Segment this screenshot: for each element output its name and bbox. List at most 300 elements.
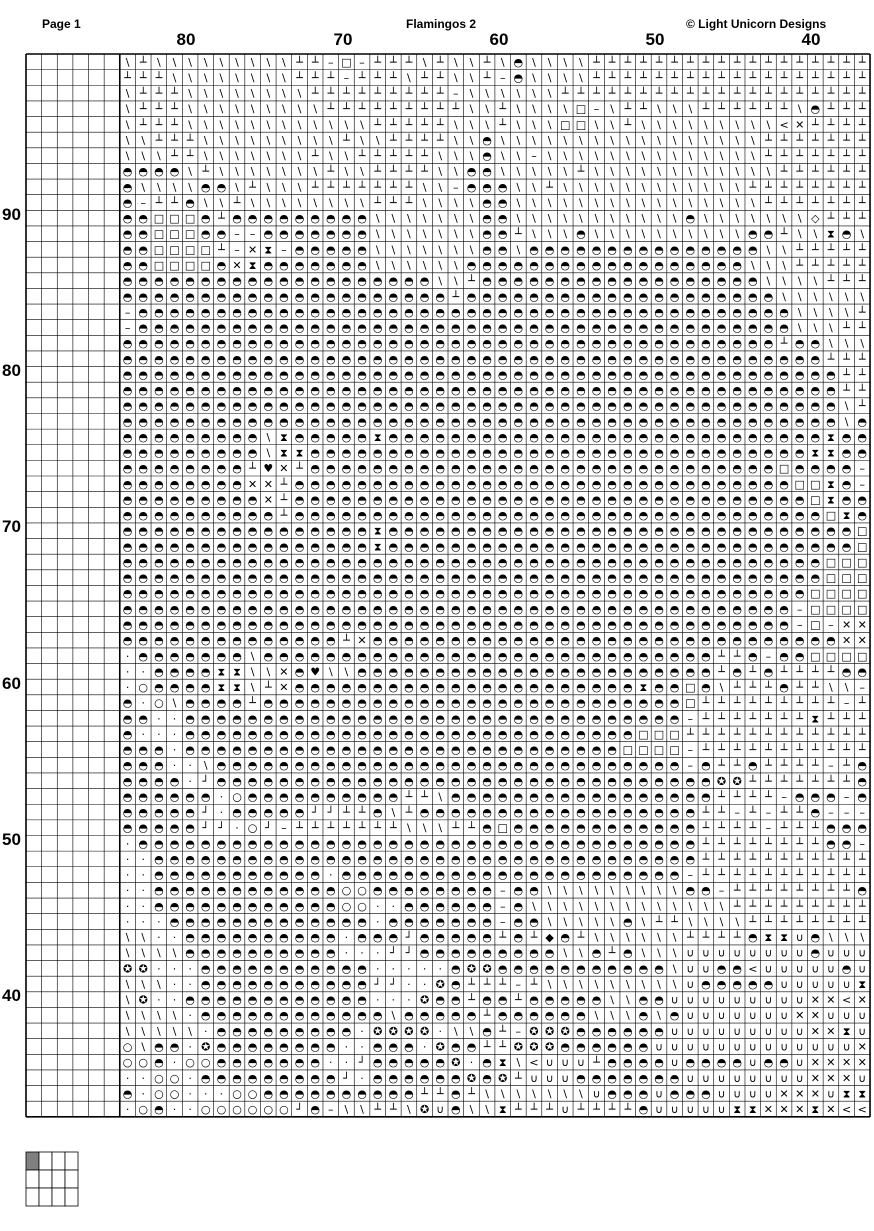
stitch-symbol: ◓	[388, 352, 399, 366]
stitch-symbol: ◓	[404, 868, 414, 882]
stitch-symbol: ◓	[732, 446, 743, 460]
stitch-symbol: ┴	[780, 837, 788, 851]
stitch-symbol: ◓	[372, 368, 383, 382]
stitch-symbol: ◓	[138, 837, 149, 851]
stitch-symbol: ┴	[499, 118, 507, 132]
stitch-symbol: \	[407, 821, 411, 835]
stitch-symbol: ∪	[701, 1024, 710, 1038]
stitch-symbol: \	[563, 212, 568, 226]
stitch-symbol: ✕	[763, 1103, 774, 1116]
stitch-symbol: ○	[247, 1103, 258, 1116]
stitch-symbol: ◓	[622, 399, 633, 413]
stitch-symbol: ◓	[482, 227, 492, 241]
stitch-symbol: \	[141, 1040, 146, 1054]
page-map-cell	[65, 1188, 78, 1206]
stitch-symbol: ┴	[624, 71, 632, 85]
stitch-symbol: ∪	[842, 978, 851, 991]
stitch-symbol: ◓	[185, 993, 195, 1007]
stitch-symbol: \	[547, 87, 552, 101]
stitch-symbol: ◓	[513, 837, 524, 851]
stitch-symbol: ◓	[466, 649, 477, 663]
stitch-symbol: \	[266, 134, 271, 147]
stitch-symbol: ·	[391, 993, 396, 1007]
stitch-symbol: \	[422, 821, 427, 835]
stitch-symbol: ◓	[357, 212, 367, 226]
stitch-symbol: ◓	[576, 634, 586, 648]
stitch-symbol: ◓	[279, 1087, 289, 1101]
stitch-symbol: ◓	[607, 259, 617, 272]
stitch-symbol: ◓	[185, 368, 195, 382]
stitch-symbol: ┴	[608, 71, 616, 85]
stitch-symbol: ┘	[358, 1056, 366, 1070]
stitch-symbol: □	[810, 602, 821, 616]
stitch-symbol: ◓	[576, 587, 586, 601]
stitch-symbol: ·	[125, 1103, 130, 1116]
stitch-symbol: ┴	[655, 87, 663, 101]
stitch-symbol: ◓	[169, 524, 180, 538]
stitch-symbol: ┴	[858, 212, 866, 226]
stitch-symbol: ◓	[701, 665, 711, 679]
stitch-symbol: ◓	[591, 1071, 602, 1085]
stitch-symbol: \	[453, 165, 458, 179]
stitch-symbol: ✪	[435, 978, 445, 991]
stitch-symbol: ◓	[138, 290, 149, 304]
stitch-symbol: ◓	[450, 774, 461, 788]
stitch-symbol: ◓	[263, 1087, 274, 1101]
stitch-symbol: –	[124, 321, 131, 335]
stitch-symbol: ◓	[841, 665, 852, 679]
stitch-symbol: ◓	[810, 337, 821, 351]
stitch-symbol: ◓	[794, 524, 805, 538]
stitch-symbol: ◓	[482, 540, 492, 554]
stitch-symbol: ◓	[247, 337, 258, 351]
stitch-symbol: ◓	[357, 493, 367, 507]
stitch-symbol: ◓	[247, 868, 258, 882]
stitch-symbol: ◓	[216, 759, 227, 773]
stitch-symbol: ◓	[169, 852, 180, 866]
stitch-symbol: ┴	[358, 821, 366, 835]
stitch-symbol: ◓	[279, 915, 289, 929]
stitch-symbol: \	[625, 978, 630, 991]
stitch-symbol: ◓	[169, 290, 180, 304]
stitch-symbol: ◓	[591, 305, 602, 319]
stitch-symbol: ◓	[669, 837, 680, 851]
stitch-symbol: ◓	[325, 727, 336, 741]
stitch-symbol: \	[188, 180, 192, 194]
stitch-symbol: ◓	[310, 1024, 321, 1038]
stitch-symbol: ·	[188, 759, 192, 773]
stitch-symbol: □	[841, 571, 852, 585]
stitch-symbol: ┴	[421, 87, 428, 101]
stitch-symbol: ◓	[466, 946, 477, 960]
stitch-symbol: ◓	[497, 556, 508, 569]
stitch-symbol: \	[469, 118, 474, 132]
stitch-symbol: ◓	[576, 696, 586, 710]
stitch-symbol: ◓	[185, 790, 195, 804]
stitch-symbol: ◓	[279, 290, 289, 304]
stitch-symbol: ┴	[765, 837, 772, 851]
stitch-symbol: ◓	[154, 634, 164, 648]
stitch-symbol: ·	[172, 993, 177, 1007]
stitch-symbol: ┴	[358, 149, 366, 163]
stitch-symbol: ┴	[858, 305, 866, 319]
stitch-symbol: \	[657, 1009, 661, 1023]
stitch-symbol: ◓	[701, 790, 711, 804]
stitch-symbol: ┴	[468, 993, 475, 1007]
stitch-symbol: ◓	[560, 587, 571, 601]
stitch-symbol: ◓	[154, 509, 164, 523]
stitch-symbol: ┴	[718, 649, 725, 663]
stitch-symbol: ◓	[513, 540, 524, 554]
stitch-symbol: ◓	[372, 1087, 383, 1101]
stitch-symbol: ◓	[560, 712, 571, 726]
stitch-symbol: ◓	[279, 587, 289, 601]
stitch-symbol: ◓	[310, 899, 321, 913]
stitch-symbol: ┴	[733, 87, 741, 101]
stitch-symbol: ◓	[638, 430, 649, 444]
stitch-symbol: ◓	[216, 727, 227, 741]
stitch-symbol: ◓	[576, 446, 586, 460]
stitch-symbol: ┴	[702, 55, 710, 69]
stitch-symbol: ◓	[529, 634, 539, 648]
stitch-symbol: ◓	[263, 759, 274, 773]
stitch-symbol: ◓	[372, 649, 383, 663]
stitch-symbol: \	[391, 806, 396, 820]
stitch-symbol: ◓	[341, 259, 352, 272]
stitch-symbol: ┴	[811, 868, 819, 882]
stitch-symbol: ◓	[450, 368, 461, 382]
stitch-symbol: ·	[422, 978, 427, 991]
stitch-symbol: ◓	[435, 759, 446, 773]
stitch-symbol: ◓	[216, 290, 227, 304]
stitch-symbol: \	[547, 212, 552, 226]
stitch-symbol: ○	[138, 1056, 149, 1070]
stitch-symbol: ◓	[794, 571, 805, 585]
stitch-symbol: ┴	[327, 180, 335, 194]
stitch-symbol: ◓	[372, 337, 383, 351]
stitch-symbol: \	[657, 102, 661, 116]
stitch-symbol: ·	[360, 1071, 364, 1085]
stitch-symbol: ◓	[435, 352, 446, 366]
stitch-symbol: ◓	[185, 852, 195, 866]
stitch-symbol: ◓	[638, 1040, 649, 1054]
stitch-symbol: –	[281, 243, 287, 257]
stitch-symbol: ◓	[263, 1040, 274, 1054]
stitch-symbol: ◓	[685, 837, 696, 851]
stitch-symbol: ◓	[529, 727, 539, 741]
stitch-symbol: \	[344, 196, 349, 210]
stitch-symbol: ◓	[841, 962, 852, 976]
stitch-symbol: –	[828, 759, 834, 773]
stitch-symbol: \	[297, 87, 302, 101]
stitch-symbol: ◓	[341, 243, 352, 257]
stitch-symbol: ┴	[811, 165, 819, 179]
stitch-symbol: ◓	[607, 618, 617, 632]
stitch-symbol: \	[563, 149, 568, 163]
stitch-symbol: ◓	[560, 274, 571, 288]
stitch-symbol: ⧗	[639, 681, 648, 694]
stitch-symbol: ◓	[482, 931, 492, 945]
stitch-symbol: ◓	[685, 415, 696, 429]
stitch-symbol: ◓	[138, 571, 149, 585]
stitch-symbol: \	[235, 165, 239, 179]
stitch-symbol: ◓	[200, 352, 211, 366]
stitch-symbol: ◓	[841, 493, 852, 507]
stitch-symbol: ◓	[466, 790, 477, 804]
stitch-symbol: ┴	[780, 696, 788, 710]
stitch-symbol: ⧗	[280, 430, 288, 444]
stitch-symbol: ◓	[404, 1087, 414, 1101]
stitch-symbol: ◓	[763, 415, 774, 429]
stitch-symbol: ◓	[638, 524, 649, 538]
stitch-symbol: ◓	[419, 852, 430, 866]
stitch-symbol: ┴	[858, 102, 866, 116]
stitch-symbol: ◓	[325, 837, 336, 851]
stitch-symbol: ◓	[404, 556, 414, 569]
stitch-symbol: ┴	[421, 790, 428, 804]
stitch-symbol: \	[641, 915, 646, 929]
stitch-symbol: ┴	[827, 352, 835, 366]
stitch-symbol: ◓	[497, 196, 508, 210]
stitch-symbol: ◓	[716, 305, 727, 319]
stitch-symbol: ◓	[372, 446, 383, 460]
stitch-symbol: ◓	[404, 884, 414, 898]
stitch-symbol: ◓	[294, 1040, 305, 1054]
stitch-symbol: ◓	[450, 837, 461, 851]
stitch-symbol: ∪	[748, 1087, 757, 1101]
stitch-symbol: ◓	[466, 587, 477, 601]
stitch-symbol: ◓	[263, 899, 274, 913]
stitch-symbol: ◓	[810, 368, 821, 382]
stitch-symbol: ◓	[497, 712, 508, 726]
stitch-symbol: ◓	[763, 399, 774, 413]
stitch-symbol: □	[856, 587, 868, 601]
stitch-symbol: ◓	[513, 477, 524, 491]
stitch-symbol: \	[579, 180, 583, 194]
stitch-symbol: ┴	[358, 102, 366, 116]
stitch-symbol: \	[688, 915, 693, 929]
stitch-symbol: ◓	[404, 1040, 414, 1054]
stitch-symbol: ┴	[811, 696, 819, 710]
stitch-symbol: ◓	[154, 837, 164, 851]
stitch-symbol: ◓	[341, 446, 352, 460]
stitch-symbol: ◓	[388, 665, 399, 679]
stitch-symbol: ◓	[701, 509, 711, 523]
stitch-symbol: ◓	[200, 790, 211, 804]
stitch-symbol: ┴	[311, 71, 319, 85]
stitch-symbol: ┴	[749, 915, 757, 929]
stitch-symbol: \	[844, 681, 849, 694]
stitch-symbol: ∪	[686, 1024, 695, 1038]
stitch-symbol: ◓	[216, 462, 227, 476]
stitch-symbol: \	[688, 149, 693, 163]
stitch-symbol: ◓	[497, 759, 508, 773]
stitch-symbol: ✪	[138, 993, 148, 1007]
stitch-symbol: ◓	[622, 727, 633, 741]
stitch-symbol: □	[825, 571, 837, 585]
stitch-symbol: ┴	[811, 71, 819, 85]
stitch-symbol: ◓	[232, 899, 242, 913]
stitch-symbol: ◓	[482, 196, 492, 210]
stitch-symbol: ◓	[747, 634, 758, 648]
stitch-symbol: ◓	[279, 227, 289, 241]
stitch-symbol: ┴	[155, 87, 163, 101]
stitch-symbol: \	[266, 665, 271, 679]
stitch-symbol: ◓	[169, 602, 180, 616]
stitch-symbol: ┴	[780, 712, 788, 726]
stitch-symbol: ○	[247, 821, 258, 835]
stitch-symbol: ◓	[310, 290, 321, 304]
stitch-symbol: ⧗	[295, 446, 304, 460]
stitch-symbol: ◓	[169, 806, 180, 820]
stitch-symbol: ◓	[794, 587, 805, 601]
stitch-symbol: ◓	[185, 556, 195, 569]
stitch-symbol: \	[516, 1056, 521, 1070]
stitch-symbol: ◓	[560, 321, 571, 335]
stitch-symbol: ◓	[325, 556, 336, 569]
stitch-symbol: ◓	[607, 681, 617, 694]
stitch-symbol: ◓	[576, 321, 586, 335]
stitch-symbol: ◓	[607, 649, 617, 663]
stitch-symbol: ◓	[763, 571, 774, 585]
stitch-symbol: ◓	[263, 712, 274, 726]
stitch-symbol: \	[453, 149, 458, 163]
stitch-symbol: ◓	[372, 1040, 383, 1054]
stitch-symbol: ∪	[780, 978, 789, 991]
stitch-symbol: ○	[169, 1071, 180, 1085]
stitch-symbol: \	[375, 134, 380, 147]
stitch-symbol: ◓	[169, 899, 180, 913]
stitch-symbol: ┴	[827, 915, 835, 929]
stitch-symbol: ◓	[747, 462, 758, 476]
stitch-symbol: ┴	[343, 180, 350, 194]
stitch-symbol: ✕	[795, 1087, 805, 1101]
stitch-symbol: ◓	[716, 587, 727, 601]
stitch-symbol: ◓	[560, 305, 571, 319]
stitch-symbol: ◓	[669, 571, 680, 585]
stitch-symbol: ◓	[513, 634, 524, 648]
stitch-symbol: ┴	[389, 102, 397, 116]
stitch-symbol: ◓	[607, 727, 617, 741]
stitch-symbol: ◓	[435, 462, 446, 476]
stitch-symbol: \	[485, 102, 489, 116]
stitch-symbol: ◓	[732, 477, 743, 491]
stitch-symbol: ◓	[279, 790, 289, 804]
stitch-symbol: ◓	[497, 321, 508, 335]
stitch-symbol: ◓	[685, 430, 696, 444]
stitch-symbol: \	[141, 978, 146, 991]
stitch-symbol: ┴	[655, 915, 663, 929]
stitch-symbol: ◓	[622, 1040, 633, 1054]
stitch-symbol: ·	[329, 868, 333, 882]
stitch-symbol: ◓	[325, 993, 336, 1007]
stitch-symbol: ◓	[466, 556, 477, 569]
stitch-symbol: ◓	[247, 712, 258, 726]
stitch-symbol: ┴	[796, 665, 804, 679]
stitch-symbol: ◓	[607, 962, 617, 976]
stitch-symbol: □	[153, 243, 165, 257]
stitch-symbol: \	[579, 899, 583, 913]
stitch-symbol: ◓	[419, 1009, 430, 1023]
stitch-symbol: ┘	[405, 931, 413, 945]
stitch-symbol: \	[547, 102, 552, 116]
stitch-symbol: ┴	[343, 87, 350, 101]
stitch-symbol: \	[125, 1009, 130, 1023]
stitch-symbol: ✕	[857, 634, 867, 648]
stitch-symbol: ◓	[372, 602, 383, 616]
stitch-symbol: \	[188, 165, 192, 179]
stitch-symbol: ◓	[607, 524, 617, 538]
stitch-symbol: ◓	[310, 837, 321, 851]
stitch-symbol: ◓	[154, 774, 164, 788]
stitch-symbol: ◓	[482, 696, 492, 710]
stitch-symbol: ◓	[325, 759, 336, 773]
stitch-symbol: \	[125, 55, 130, 69]
stitch-symbol: ◓	[544, 415, 555, 429]
stitch-symbol: ┴	[749, 71, 757, 85]
stitch-symbol: ∪	[795, 993, 804, 1007]
stitch-symbol: ∪	[670, 1056, 679, 1070]
stitch-symbol: □	[575, 118, 587, 132]
stitch-symbol: ◓	[450, 556, 461, 569]
stitch-symbol: ◓	[200, 415, 211, 429]
stitch-symbol: ┴	[780, 102, 788, 116]
stitch-symbol: ◓	[560, 556, 571, 569]
stitch-symbol: \	[422, 243, 427, 257]
stitch-symbol: ◓	[497, 962, 508, 976]
stitch-symbol: \	[672, 962, 677, 976]
stitch-symbol: ◓	[685, 384, 696, 397]
stitch-symbol: ◓	[294, 915, 305, 929]
page-label: Page 1	[42, 17, 81, 31]
stitch-symbol: –	[499, 884, 506, 898]
stitch-symbol: ┴	[139, 71, 147, 85]
stitch-symbol: ◓	[794, 415, 805, 429]
stitch-symbol: ┴	[858, 118, 866, 132]
stitch-symbol: ◓	[529, 790, 539, 804]
stitch-symbol: ◓	[576, 352, 586, 366]
stitch-symbol: ◓	[325, 602, 336, 616]
stitch-symbol: ◓	[247, 727, 258, 741]
stitch-symbol: ◓	[185, 384, 195, 397]
stitch-symbol: ◓	[513, 852, 524, 866]
stitch-symbol: ◓	[279, 696, 289, 710]
stitch-symbol: ┴	[702, 71, 710, 85]
stitch-symbol: \	[141, 180, 146, 194]
stitch-symbol: ◓	[185, 196, 195, 210]
stitch-symbol: ┴	[811, 821, 819, 835]
stitch-symbol: ┴	[436, 71, 444, 85]
stitch-symbol: \	[532, 118, 536, 132]
stitch-symbol: ◓	[763, 477, 774, 491]
stitch-symbol: \	[813, 305, 818, 319]
stitch-symbol: ◓	[544, 274, 555, 288]
stitch-symbol: \	[203, 102, 208, 116]
stitch-symbol: ◓	[576, 681, 586, 694]
stitch-symbol: ◓	[638, 337, 649, 351]
stitch-symbol: ◓	[263, 384, 274, 397]
stitch-symbol: ◓	[450, 962, 461, 976]
stitch-symbol: ◓	[826, 399, 836, 413]
stitch-symbol: ◓	[482, 884, 492, 898]
stitch-symbol: ◓	[232, 415, 242, 429]
stitch-symbol: ┴	[405, 196, 413, 210]
stitch-symbol: ┴	[858, 727, 866, 741]
stitch-symbol: ◓	[810, 509, 821, 523]
stitch-symbol: ┴	[765, 149, 772, 163]
stitch-symbol: \	[282, 71, 286, 85]
stitch-symbol: ◓	[607, 1056, 617, 1070]
